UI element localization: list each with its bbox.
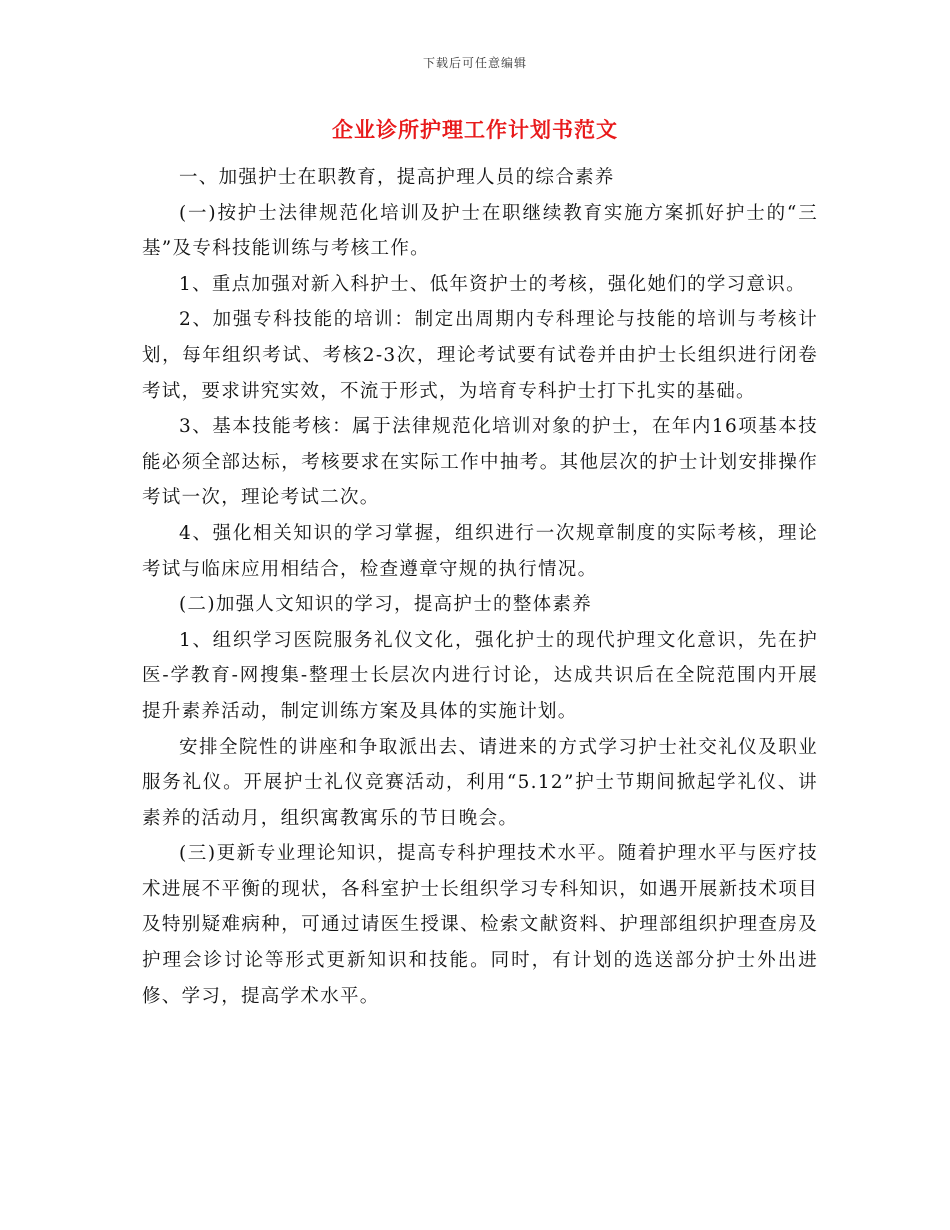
paragraph-item-4: 4、强化相关知识的学习掌握，组织进行一次规章制度的实际考核，理论考试与临床应用相结合，检查遵章守规的执行情况。	[142, 522, 818, 580]
paragraph-item-6: 安排全院性的讲座和争取派出去、请进来的方式学习护士社交礼仪及职业服务礼仪。开展护士礼仪竞赛活动，利用“5.12”护士节期间掀起学礼仪、讲素养的活动月，组织寓教寓乐的节日晚会。	[142, 736, 818, 829]
subsection-heading-1: (一)按护士法律规范化培训及护士在职继续教育实施方案抓好护士的“三基”及专科技能训练与考核工作。	[142, 202, 818, 260]
section-heading-1: 一、加强护士在职教育，提高护理人员的综合素养	[179, 167, 615, 188]
document-body	[142, 160, 818, 1014]
paragraph-item-5: 1、组织学习医院服务礼仪文化，强化护士的现代护理文化意识，先在护医-学教育-网搜集-整理士长层次内进行讨论，达成共识后在全院范围内开展提升素养活动，制定训练方案及具体的实施计划。	[142, 629, 818, 722]
subsection-heading-3: (三)更新专业理论知识，提高专科护理技术水平。随着护理水平与医疗技术进展不平衡的现状，各科室护士长组织学习专科知识，如遇开展新技术项目及特别疑难病种，可通过请医生授课、检索文献资料、护理部组织护理查房及护理会诊讨论等形式更新知识和技能。同时，有计划的选送部分护士外出进修、学习，提高学术水平。	[142, 843, 818, 1007]
paragraph-item-1: 1、重点加强对新入科护士、低年资护士的考核，强化她们的学习意识。	[179, 273, 806, 295]
subsection-heading-2: (二)加强人文知识的学习，提高护士的整体素养	[179, 594, 593, 616]
header-note: 下载后可任意编辑	[422, 56, 527, 70]
document-title: 企业诊所护理工作计划书范文	[332, 117, 618, 142]
paragraph-item-3: 3、基本技能考核：属于法律规范化培训对象的护士，在年内16项基本技能必须全部达标，考核要求在实际工作中抽考。其他层次的护士计划安排操作考试一次，理论考试二次。	[142, 416, 818, 509]
paragraph-item-2: 2、加强专科技能的培训：制定出周期内专科理论与技能的培训与考核计划，每年组织考试、考核2-3次，理论考试要有试卷并由护士长组织进行闭卷考试，要求讲究实效，不流于形式，为培育专科护士打下扎实的基础。	[142, 309, 818, 402]
